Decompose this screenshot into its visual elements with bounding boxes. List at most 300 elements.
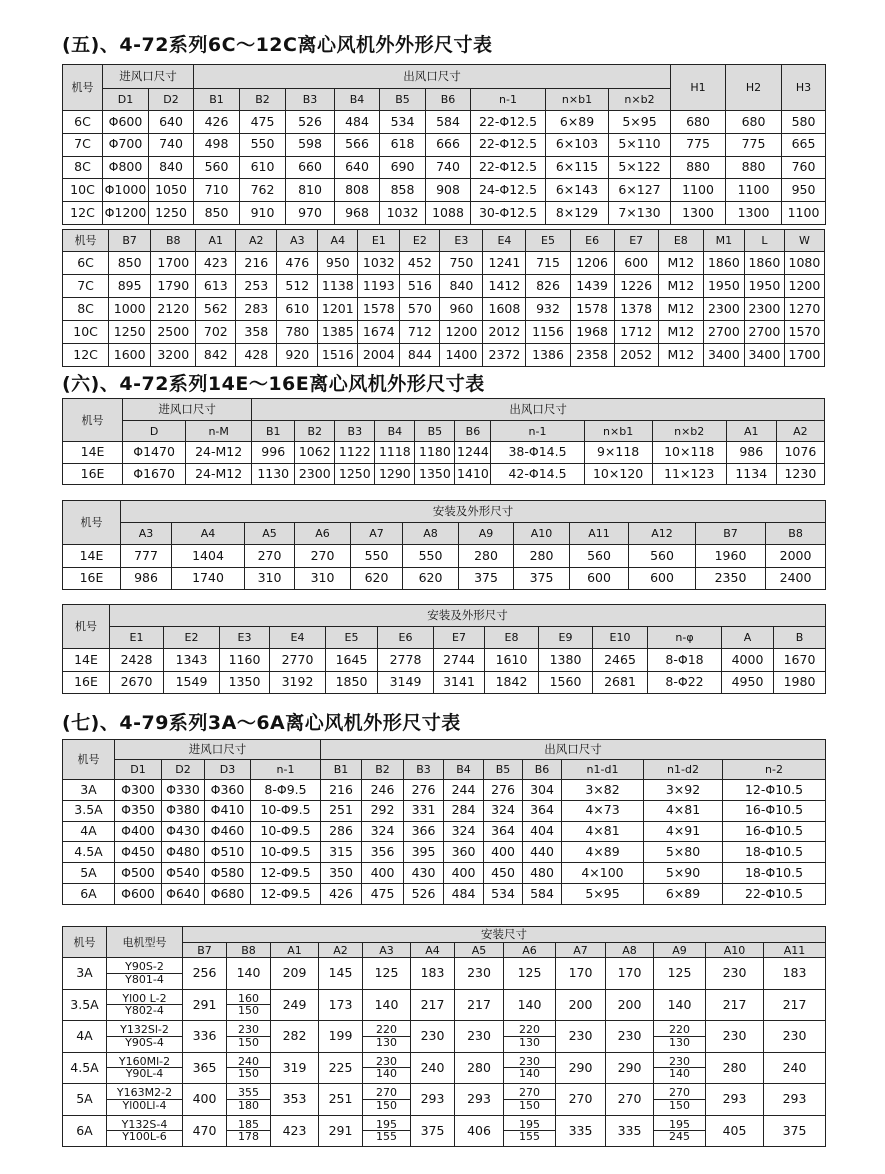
col-header: A10 [514,523,570,545]
install-size-header: 安装及外形尺寸 [110,605,826,627]
motor-model-cell [107,1052,183,1084]
table-cell: 230 [606,1021,654,1053]
col-header: n-φ [648,627,722,649]
table-cell: 10×118 [652,442,726,464]
table-cell: M12 [658,252,703,275]
table-cell: 173 [319,989,363,1021]
table-cell: 1842 [485,671,539,694]
table-cell: 1950 [703,275,744,298]
table-value: 130 [504,1036,555,1049]
table-cell: 1193 [358,275,400,298]
table-cell: 895 [109,275,151,298]
table-cell: 4×81 [562,821,644,842]
table-cell: 375 [459,567,514,590]
col-header: W [784,230,824,252]
table-cell: 762 [240,179,286,202]
col-header: B2 [240,89,286,111]
table-row [63,463,825,485]
table-cell: 910 [240,202,286,225]
table-cell: 1300 [726,202,782,225]
table-cell: 430 [404,863,444,884]
table-cell: 1118 [375,442,415,464]
table-cell: 10-Φ9.5 [251,821,321,842]
install-size-header: 安装尺寸 [183,927,826,943]
table-cell: 1100 [782,202,826,225]
machine-cell: 5A [63,863,115,884]
col-header: D2 [149,89,194,111]
table-row [63,821,826,842]
table-value: 140 [654,1067,705,1080]
table-cell: Φ410 [205,800,251,821]
table-value: 270 [669,1086,690,1100]
table-cell: 365 [183,1052,227,1084]
table-cell: 610 [240,156,286,179]
table-value: 195 [376,1117,397,1131]
table-value: 230 [238,1023,259,1037]
table-cell: 1410 [455,463,491,485]
col-header: n1-d1 [562,760,644,780]
table-cell [227,989,271,1021]
table-cell: 620 [403,567,459,590]
table-row [63,252,825,275]
machine-header: 机号 [63,230,109,252]
table-value: 140 [363,1067,410,1080]
col-header: E7 [614,230,658,252]
table-cell: 1244 [455,442,491,464]
table-cell: 1290 [375,463,415,485]
table-cell: Φ380 [162,800,205,821]
table-cell: 640 [149,111,194,134]
table-cell: 10-Φ9.5 [251,842,321,863]
table-value: 220 [519,1023,540,1037]
outlet-size-header: 出风口尺寸 [321,740,826,760]
table-cell: 775 [671,133,726,156]
table-cell: 1226 [614,275,658,298]
table-cell: 1578 [358,298,400,321]
table-cell: 740 [149,133,194,156]
table-cell: 777 [121,545,172,568]
table-cell: 230 [706,1021,764,1053]
col-header: E1 [358,230,400,252]
table-cell: 280 [706,1052,764,1084]
table-cell: 3×92 [644,780,723,801]
table-cell: M12 [658,344,703,367]
table-cell: 2700 [703,321,744,344]
machine-cell: 16E [63,567,121,590]
table-cell: 1860 [744,252,784,275]
table-cell: 125 [654,958,706,990]
motor-model-cell [107,1084,183,1116]
table-cell: 230 [411,1021,455,1053]
col-header: E8 [485,627,539,649]
table-cell: 2120 [151,298,196,321]
motor-model: Y160Ml-2 [118,1054,171,1068]
table-cell [654,1084,706,1116]
table-cell: 610 [277,298,318,321]
col-header: B1 [194,89,240,111]
col-header: A6 [295,523,351,545]
table-value: 245 [654,1130,705,1143]
table-cell: 1241 [483,252,526,275]
table-cell: 526 [404,883,444,904]
table-cell: 283 [236,298,277,321]
table-cell: Φ460 [205,821,251,842]
table-cell: 426 [194,111,240,134]
table-cell: 1439 [570,275,614,298]
table-row [63,671,826,694]
table-cell: 183 [411,958,455,990]
col-header: A11 [764,943,826,958]
col-header: E1 [110,627,164,649]
table-cell: 660 [286,156,335,179]
table-value: 185 [238,1117,259,1131]
table-cell: 1404 [172,545,245,568]
table-cell: 534 [380,111,426,134]
table-cell: 276 [404,780,444,801]
col-header: A9 [654,943,706,958]
table-cell: 251 [321,800,362,821]
table-cell: 858 [380,179,426,202]
table-value: 195 [669,1117,690,1131]
motor-model-cell [107,989,183,1021]
table-cell: 395 [404,842,444,863]
table-row [63,275,825,298]
table-cell: 584 [426,111,471,134]
table-cell: 240 [764,1052,826,1084]
table-cell: 550 [240,133,286,156]
table-value: 130 [363,1036,410,1049]
table-row [63,156,826,179]
table-cell: 290 [556,1052,606,1084]
section-title-4-72-14e-16e: (六)、4-72系列14E～16E离心风机外形尺寸表 [62,373,485,395]
table-cell: 319 [271,1052,319,1084]
table-cell: 1400 [440,344,483,367]
table-cell: 230 [706,958,764,990]
motor-model-header: 电机型号 [107,927,183,958]
table-cell: 9×118 [584,442,652,464]
table-cell: 1600 [109,344,151,367]
table-cell: Φ360 [205,780,251,801]
table-4-72-14e-16e-install-a [62,500,826,590]
col-header: B5 [415,421,455,442]
machine-cell: 3.5A [63,800,115,821]
table-row [63,298,825,321]
table-cell: 1412 [483,275,526,298]
table-cell: 292 [362,800,404,821]
table-cell: 400 [183,1084,227,1116]
table-row [63,202,826,225]
table-4-72-6c-12c-install [62,229,825,367]
machine-cell: 14E [63,442,123,464]
table-cell: 2372 [483,344,526,367]
table-cell: 240 [411,1052,455,1084]
col-header: A2 [236,230,277,252]
col-header: n-1 [251,760,321,780]
table-cell: 1608 [483,298,526,321]
table-cell: Φ330 [162,780,205,801]
table-row [63,863,826,884]
table-cell: 4×100 [562,863,644,884]
table-cell: 968 [335,202,380,225]
motor-model: Y163M2-2 [116,1086,173,1100]
col-header: B3 [335,421,375,442]
col-header: B5 [484,760,523,780]
table-value: 150 [227,1036,270,1049]
machine-cell: 8C [63,156,103,179]
table-cell [504,1052,556,1084]
table-cell: 400 [362,863,404,884]
table-cell: 1960 [696,545,766,568]
col-header: B8 [151,230,196,252]
machine-cell: 10C [63,321,109,344]
table-cell: 1250 [109,321,151,344]
table-cell: 1032 [380,202,426,225]
table-cell: 6×89 [546,111,609,134]
table-cell: 665 [782,133,826,156]
table-cell: 270 [556,1084,606,1116]
col-header: A1 [726,421,776,442]
table-cell: 5×95 [562,883,644,904]
col-header: B5 [380,89,426,111]
table-cell: 256 [183,958,227,990]
table-row [63,545,826,568]
table-cell: 2465 [593,649,648,672]
col-header: E9 [539,627,593,649]
table-value: 195 [519,1117,540,1131]
table-cell: 6×127 [609,179,671,202]
table-row [63,958,826,990]
table-row [63,800,826,821]
table-cell: 1088 [426,202,471,225]
table-cell: 375 [764,1115,826,1147]
table-cell: 1250 [149,202,194,225]
col-header: A12 [629,523,696,545]
table-value: 150 [227,1004,270,1017]
table-cell: 484 [335,111,380,134]
table-cell: 450 [484,863,523,884]
table-cell: 715 [526,252,570,275]
table-cell: 324 [362,821,404,842]
col-header: E3 [440,230,483,252]
table-cell: 286 [321,821,362,842]
table-value: 155 [504,1130,555,1143]
col-header: A4 [172,523,245,545]
machine-cell: 6A [63,1115,107,1147]
table-cell: 613 [196,275,236,298]
table-cell: 2300 [744,298,784,321]
inlet-size-header: 进风口尺寸 [103,65,194,89]
table-cell: 840 [149,156,194,179]
table-cell: 1378 [614,298,658,321]
table-cell: 950 [782,179,826,202]
table-cell: 712 [400,321,440,344]
table-cell: 1100 [671,179,726,202]
table-cell: 2004 [358,344,400,367]
table-cell: 209 [271,958,319,990]
machine-cell: 16E [63,463,123,485]
table-cell: Φ1470 [123,442,186,464]
table-cell: 1250 [335,463,375,485]
table-cell: 1516 [318,344,358,367]
table-cell: 550 [403,545,459,568]
machine-cell: 5A [63,1084,107,1116]
table-row [63,649,826,672]
table-cell: 512 [277,275,318,298]
table-cell: 335 [556,1115,606,1147]
table-cell: 230 [764,1021,826,1053]
table-cell: Φ1000 [103,179,149,202]
table-cell: M12 [658,275,703,298]
table-cell: 710 [194,179,240,202]
table-cell: Φ800 [103,156,149,179]
machine-cell: 10C [63,179,103,202]
col-header: E4 [270,627,326,649]
table-cell: 356 [362,842,404,863]
col-header: B2 [295,421,335,442]
motor-model: Y802-4 [107,1004,182,1017]
col-header: B7 [109,230,151,252]
col-header: E8 [658,230,703,252]
table-cell: 290 [606,1052,654,1084]
table-row [63,842,826,863]
col-header: E4 [483,230,526,252]
col-header: n×b2 [609,89,671,111]
table-cell: 580 [782,111,826,134]
table-cell: 284 [444,800,484,821]
table-cell: 7×130 [609,202,671,225]
table-cell: Φ540 [162,863,205,884]
col-header: A2 [319,943,363,958]
motor-model-cell [107,1021,183,1053]
table-cell: 1100 [726,179,782,202]
table-cell: Φ640 [162,883,205,904]
table-cell: 2744 [434,649,485,672]
table-value: 130 [654,1036,705,1049]
table-cell [504,1084,556,1116]
table-cell [363,1115,411,1147]
table-cell: 291 [183,989,227,1021]
table-cell: Φ350 [115,800,162,821]
table-cell: 125 [504,958,556,990]
table-cell: 324 [444,821,484,842]
col-header: B1 [252,421,295,442]
table-cell: 598 [286,133,335,156]
col-header: A5 [245,523,295,545]
motor-model-cell [107,1115,183,1147]
table-cell: 1790 [151,275,196,298]
machine-cell: 6C [63,252,109,275]
table-cell: 183 [764,958,826,990]
table-row [63,1115,826,1147]
table-cell: 18-Φ10.5 [723,863,826,884]
table-cell: 310 [245,567,295,590]
machine-cell: 12C [63,202,103,225]
table-cell: 986 [121,567,172,590]
table-cell: 5×80 [644,842,723,863]
table-cell: 476 [277,252,318,275]
table-cell: 423 [196,252,236,275]
table-cell: Φ300 [115,780,162,801]
table-cell: 666 [426,133,471,156]
table-cell: 1560 [539,671,593,694]
table-cell: 1000 [109,298,151,321]
table-cell: 484 [444,883,484,904]
table-value: 150 [654,1099,705,1112]
outlet-size-header: 出风口尺寸 [252,399,825,421]
table-cell: 406 [455,1115,504,1147]
table-cell: 293 [764,1084,826,1116]
table-cell: 249 [271,989,319,1021]
table-cell: 1610 [485,649,539,672]
table-cell [654,1115,706,1147]
table-cell: 560 [194,156,240,179]
table-cell [227,1021,271,1053]
table-cell: 199 [319,1021,363,1053]
table-cell: 22-Φ10.5 [723,883,826,904]
table-cell [654,1052,706,1084]
table-cell: 2428 [110,649,164,672]
table-cell: 10×120 [584,463,652,485]
col-header: B6 [426,89,471,111]
table-cell: 1230 [776,463,824,485]
table-value: 150 [227,1067,270,1080]
table-cell: 282 [271,1021,319,1053]
table-cell: 12-Φ9.5 [251,883,321,904]
col-header: n-1 [471,89,546,111]
table-cell: 1076 [776,442,824,464]
col-header: B3 [286,89,335,111]
table-cell: 16-Φ10.5 [723,800,826,821]
table-cell: 810 [286,179,335,202]
col-header: n-2 [723,760,826,780]
table-cell: 1549 [164,671,220,694]
table-cell: 600 [629,567,696,590]
table-cell: 2700 [744,321,784,344]
table-4-72-14e-16e-install-e [62,604,826,694]
table-cell: 2012 [483,321,526,344]
table-cell: 315 [321,842,362,863]
table-cell: 702 [196,321,236,344]
table-row [63,111,826,134]
table-row [63,989,826,1021]
table-cell: 358 [236,321,277,344]
table-cell: 4×89 [562,842,644,863]
table-cell: 24-M12 [186,442,252,464]
table-cell: 826 [526,275,570,298]
machine-header: 机号 [63,399,123,442]
table-cell: 405 [706,1115,764,1147]
motor-model: Y90S-4 [107,1036,182,1049]
table-row [63,883,826,904]
table-cell: 140 [363,989,411,1021]
table-cell [227,1052,271,1084]
table-cell: M12 [658,321,703,344]
motor-model-cell [107,958,183,990]
table-cell: 1050 [149,179,194,202]
table-cell: 200 [606,989,654,1021]
table-cell [227,1084,271,1116]
col-header: E2 [400,230,440,252]
table-cell: 2400 [766,567,826,590]
section-title-4-79-3a-6a: (七)、4-79系列3A～6A离心风机外形尺寸表 [62,712,461,734]
table-cell: M12 [658,298,703,321]
table-cell: 780 [277,321,318,344]
table-cell: 584 [523,883,562,904]
table-cell: 364 [523,800,562,821]
table-cell: Φ510 [205,842,251,863]
table-cell: 1386 [526,344,570,367]
table-cell: 125 [363,958,411,990]
